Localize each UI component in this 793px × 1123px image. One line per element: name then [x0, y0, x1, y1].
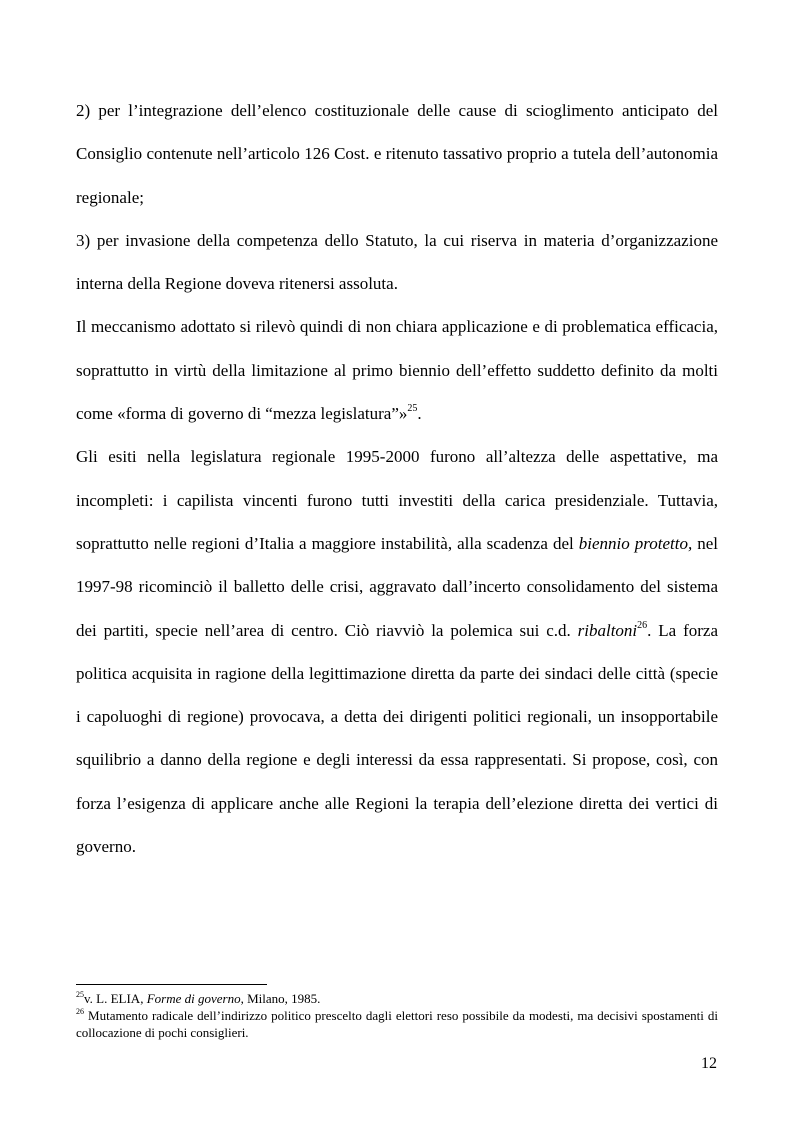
paragraph-mechanism-text: Il meccanismo adottato si rilevò quindi di non chiara applicazione e di problematica efficacia, soprattutto in virtù della limitazione al primo biennio dell’effetto suddetto definito da molti come «forma di governo di “mezza legislatura”»	[76, 317, 718, 424]
footnote-ref-26[interactable]: 26	[637, 619, 648, 631]
paragraph-outcomes-a: Gli esiti nella legislatura regionale 1995-2000 furono all’altezza delle aspettative, ma incompleti: i capilista vincenti furono tutti investiti della carica presidenziale. Tuttavia, soprattutto nelle regioni d’Italia a maggiore instabilità, alla scadenza del	[76, 447, 718, 553]
footnotes	[76, 990, 718, 1041]
italic-biennio-protetto: biennio protetto,	[578, 533, 693, 553]
paragraph-mechanism-end: .	[417, 404, 422, 424]
footnote-26-number: 26	[76, 1006, 84, 1016]
paragraph-outcomes-b: nel 1997-98 ricominciò il balletto delle crisi, aggravato dall’incerto consolidamento del sistema dei partiti, specie nell’area di centro. Ciò riavviò la polemica sui c.d.	[76, 533, 718, 640]
footnote-separator	[76, 984, 267, 985]
paragraph-point-2: 2) per l’integrazione dell’elenco costituzionale delle cause di scioglimento anticipato del Consiglio contenute nell’articolo 126 Cost. e ritenuto tassativo proprio a tutela dell’autonomia regionale;	[76, 101, 718, 207]
paragraph-outcomes-c: . La forza politica acquisita in ragione della legittimazione diretta da parte dei sindaci delle città (specie i capoluoghi di regione) provocava, a detta dei dirigenti politici regionali, un insopportabile squilibrio a danno della regione e degli interessi da essa rappresentati. Si propose, così, con forza l’esigenza di applicare anche alle Regioni la terapia dell’elezione diretta dei vertici di governo.	[76, 620, 718, 857]
footnote-25-title: Forme di governo	[146, 991, 241, 1006]
footnote-26-text: Mutamento radicale dell’indirizzo politico prescelto dagli elettori reso possibile da modesti, ma decisivi spostamenti di collocazione di pochi consiglieri.	[76, 1008, 718, 1040]
footnote-25-text-a: v. L. ELIA,	[84, 991, 147, 1006]
footnote-25	[76, 990, 718, 1007]
page-number: 12	[701, 1055, 717, 1072]
footnote-26	[76, 1007, 718, 1041]
paragraph-mechanism	[76, 305, 718, 435]
footnote-ref-25[interactable]: 25	[407, 403, 418, 415]
body-text	[76, 89, 718, 868]
footnote-25-text-b: , Milano, 1985.	[240, 991, 321, 1006]
paragraph-outcomes	[76, 435, 718, 868]
paragraph-point-3: 3) per invasione della competenza dello Statuto, la cui riserva in materia d’organizzazione interna della Regione doveva ritenersi assoluta.	[76, 230, 718, 294]
footnote-25-number: 25	[76, 989, 84, 999]
italic-ribaltoni: ribaltoni	[577, 620, 638, 640]
